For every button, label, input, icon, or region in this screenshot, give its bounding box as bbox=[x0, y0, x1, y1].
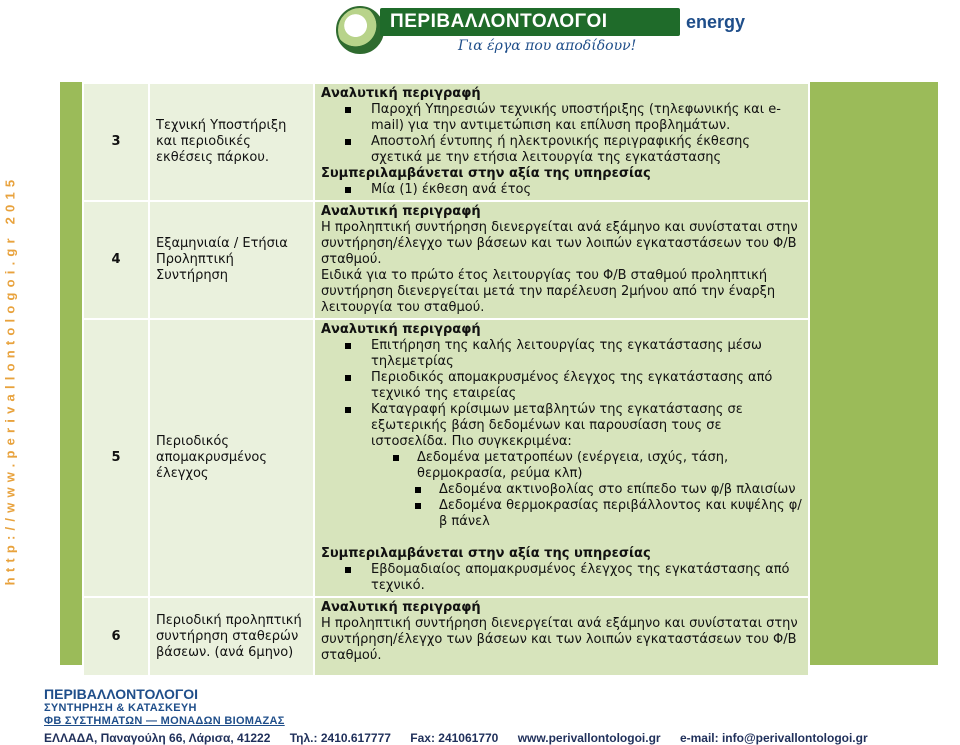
table-row bbox=[83, 319, 809, 597]
company-logo bbox=[336, 4, 746, 62]
service-name: Περιοδική προληπτική συντήρηση σταθερών βάσεων. (ανά 6μηνο) bbox=[149, 597, 314, 676]
row-number: 6 bbox=[83, 597, 149, 676]
logo-energy-text: energy bbox=[686, 12, 746, 32]
service-description bbox=[314, 319, 809, 597]
services-table bbox=[82, 82, 810, 677]
row-number: 3 bbox=[83, 83, 149, 201]
logo-title: ΠΕΡΙΒΑΛΛΟΝΤΟΛΟΓΟΙ bbox=[390, 11, 608, 32]
footer-phone: Τηλ.: 2410.617777 bbox=[289, 731, 391, 745]
bullet-item: Μία (1) έκθεση ανά έτος bbox=[321, 182, 802, 198]
vertical-website-text bbox=[0, 176, 20, 584]
bullet-item: Παροχή Υπηρεσιών τεχνικής υποστήριξης (τηλεφωνικής και e-mail) για την αντιμετώπιση και επίλυση προβλημάτων. bbox=[321, 102, 802, 134]
bullet-item: Επιτήρηση της καλής λειτουργίας της εγκατάστασης μέσω τηλεμετρίας bbox=[321, 338, 802, 370]
included-heading: Συμπεριλαμβάνεται στην αξία της υπηρεσίας bbox=[321, 546, 651, 561]
sub-sub-bullet-item: Δεδομένα ακτινοβολίας στο επίπεδο των φ/β πλαισίων bbox=[321, 482, 802, 498]
bullet-item: Περιοδικός απομακρυσμένος έλεγχος της εγκατάστασης από τεχνικό της εταιρείας bbox=[321, 370, 802, 402]
footer-company: ΠΕΡΙΒΑΛΛΟΝΤΟΛΟΓΟΙ bbox=[44, 686, 199, 702]
right-green-band bbox=[810, 82, 938, 665]
table-row bbox=[83, 597, 809, 676]
page-footer bbox=[44, 686, 944, 745]
row-number: 4 bbox=[83, 201, 149, 319]
description-heading: Αναλυτική περιγραφή bbox=[321, 322, 481, 337]
sub-bullet-item: Δεδομένα μετατροπέων (ενέργεια, ισχύς, τάση, θερμοκρασία, ρεύμα κλπ) bbox=[321, 450, 802, 482]
row-number: 5 bbox=[83, 319, 149, 597]
vertical-url-label: http://www.perivallontologoi.gr 2015 bbox=[2, 174, 18, 586]
service-description bbox=[314, 201, 809, 319]
service-name: Τεχνική Υποστήριξη και περιοδικές εκθέσεις πάρκου. bbox=[149, 83, 314, 201]
description-heading: Αναλυτική περιγραφή bbox=[321, 600, 481, 615]
footer-email-link[interactable]: e-mail: info@perivallontologoi.gr bbox=[679, 731, 868, 745]
service-name: Περιοδικός απομακρυσμένος έλεγχος bbox=[149, 319, 314, 597]
service-description bbox=[314, 83, 809, 201]
footer-subtitle: ΣΥΝΤΗΡΗΣΗ & ΚΑΤΑΣΚΕΥΗ bbox=[44, 702, 197, 714]
footer-contact-line bbox=[44, 731, 944, 745]
bullet-item: Αποστολή έντυπης ή ηλεκτρονικής περιγραφικής έκθεσης σχετικά με την ετήσια λειτουργία της εγκατάστασης bbox=[321, 134, 802, 166]
description-paragraph: Η προληπτική συντήρηση διενεργείται ανά εξάμηνο και συνίσταται στην συντήρηση/έλεγχο των βάσεων και των λοιπών εγκαταστάσεων του Φ/Β σταθμού. bbox=[321, 220, 798, 267]
logo-emblem-icon bbox=[336, 6, 384, 54]
included-heading: Συμπεριλαμβάνεται στην αξία της υπηρεσίας bbox=[321, 166, 651, 181]
sub-sub-bullet-item: Δεδομένα θερμοκρασίας περιβάλλοντος και κυψέλης φ/β πάνελ bbox=[321, 498, 802, 530]
description-heading: Αναλυτική περιγραφή bbox=[321, 204, 481, 219]
table-row bbox=[83, 201, 809, 319]
bullet-item: Εβδομαδιαίος απομακρυσμένος έλεγχος της εγκατάστασης από τεχνικό. bbox=[321, 562, 802, 594]
service-name: Εξαμηνιαία / Ετήσια Προληπτική Συντήρηση bbox=[149, 201, 314, 319]
description-paragraph: Η προληπτική συντήρηση διενεργείται ανά εξάμηνο και συνίσταται στην συντήρηση/έλεγχο των βάσεων και των λοιπών εγκαταστάσεων του Φ/Β σταθμού. bbox=[321, 616, 798, 663]
description-paragraph: Ειδικά για το πρώτο έτος λειτουργίας του Φ/Β σταθμού προληπτική συντήρηση διενεργείται μετά την παρέλευση 2μήνου από την έναρξη λειτουργία του σταθμού. bbox=[321, 268, 776, 315]
bullet-item: Καταγραφή κρίσιμων μεταβλητών της εγκατάστασης σε εξωτερικής βάση δεδομένων και παρουσίαση τους σε ιστοσελίδα. Πιο συγκεκριμένα: bbox=[321, 402, 802, 450]
logo-slogan: Για έργα που αποδίδουν! bbox=[458, 38, 637, 54]
footer-subtitle-2: ΦΒ ΣΥΣΤΗΜΑΤΩΝ — ΜΟΝΑΔΩΝ ΒΙΟΜΑΖΑΣ bbox=[44, 715, 285, 727]
table-row bbox=[83, 83, 809, 201]
left-green-band bbox=[60, 82, 82, 665]
description-heading: Αναλυτική περιγραφή bbox=[321, 86, 481, 101]
footer-fax: Fax: 241061770 bbox=[410, 731, 499, 745]
footer-website-link[interactable]: www.perivallontologoi.gr bbox=[517, 731, 661, 745]
service-description bbox=[314, 597, 809, 676]
footer-address: ΕΛΛΑΔΑ, Παναγούλη 66, Λάρισα, 41222 bbox=[44, 731, 271, 745]
